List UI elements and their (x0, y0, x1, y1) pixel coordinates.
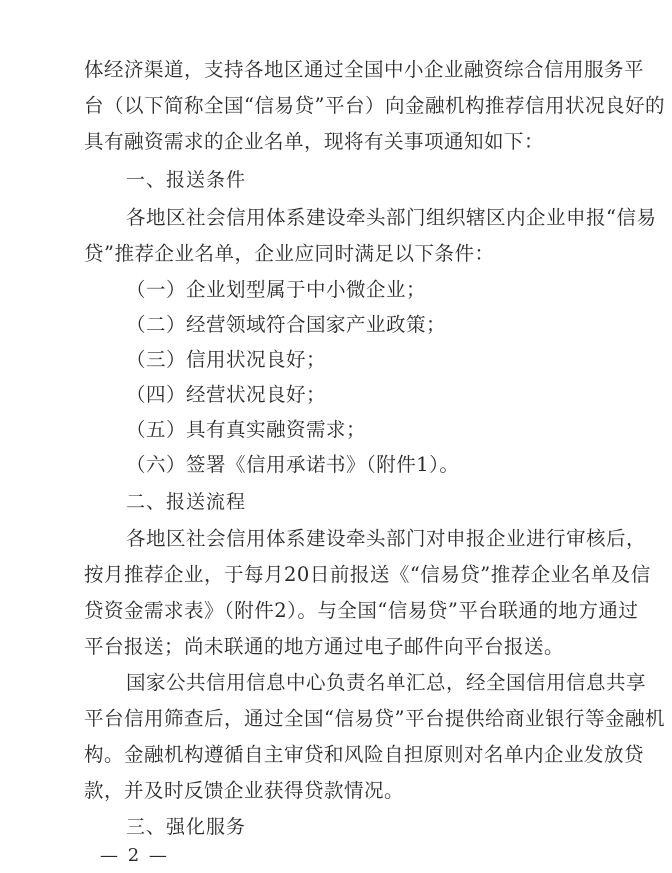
section-3-heading: 三、强化服务 (126, 816, 247, 838)
section-2-para-2-line-1: 国家公共信用信息中心负责名单汇总，经全国信用信息共享 (126, 671, 647, 694)
intro-line-2: 台（以下简称全国“信易贷”平台）向金融机构推荐信用状况良好的 (84, 94, 665, 117)
section-1-heading: 一、报送条件 (126, 169, 247, 191)
section-2-para-1-line-2: 按月推荐企业，于每月20日前报送《“信易贷”推荐企业名单及信 (84, 563, 651, 586)
section-2-para-1-line-1: 各地区社会信用体系建设牵头部门对申报企业进行审核后， (126, 527, 647, 550)
section-2-heading: 二、报送流程 (126, 491, 247, 513)
condition-item-2: （二）经营领域符合国家产业政策； (126, 313, 447, 336)
section-2-para-1-line-3: 贷资金需求表》（附件2）。与全国“信易贷”平台联通的地方通过 (84, 599, 639, 622)
intro-line-1: 体经济渠道，支持各地区通过全国中小企业融资综合信用服务平 (84, 58, 645, 81)
condition-item-1: （一）企业划型属于中小微企业； (126, 278, 427, 301)
condition-item-5: （五）具有真实融资需求； (126, 418, 367, 441)
condition-item-4: （四）经营状况良好； (126, 383, 327, 406)
page-number: — 2 — (100, 845, 169, 866)
condition-item-3: （三）信用状况良好； (126, 348, 327, 371)
section-1-para-line-1: 各地区社会信用体系建设牵头部门组织辖区内企业申报“信易 (126, 206, 657, 229)
section-2-para-2-line-2: 平台信用筛查后，通过全国“信易贷”平台提供给商业银行等金融机 (84, 707, 665, 730)
section-1-para-line-2: 贷”推荐企业名单，企业应同时满足以下条件： (84, 242, 495, 265)
section-2-para-2-line-3: 构。金融机构遵循自主审贷和风险自担原则对名单内企业发放贷 (84, 743, 645, 766)
section-2-para-1-line-4: 平台报送；尚未联通的地方通过电子邮件向平台报送。 (84, 635, 565, 658)
intro-line-3: 具有融资需求的企业名单，现将有关事项通知如下： (84, 130, 545, 153)
section-2-para-2-line-4: 款，并及时反馈企业获得贷款情况。 (84, 779, 405, 802)
condition-item-6: （六）签署《信用承诺书》（附件1）。 (126, 453, 460, 476)
